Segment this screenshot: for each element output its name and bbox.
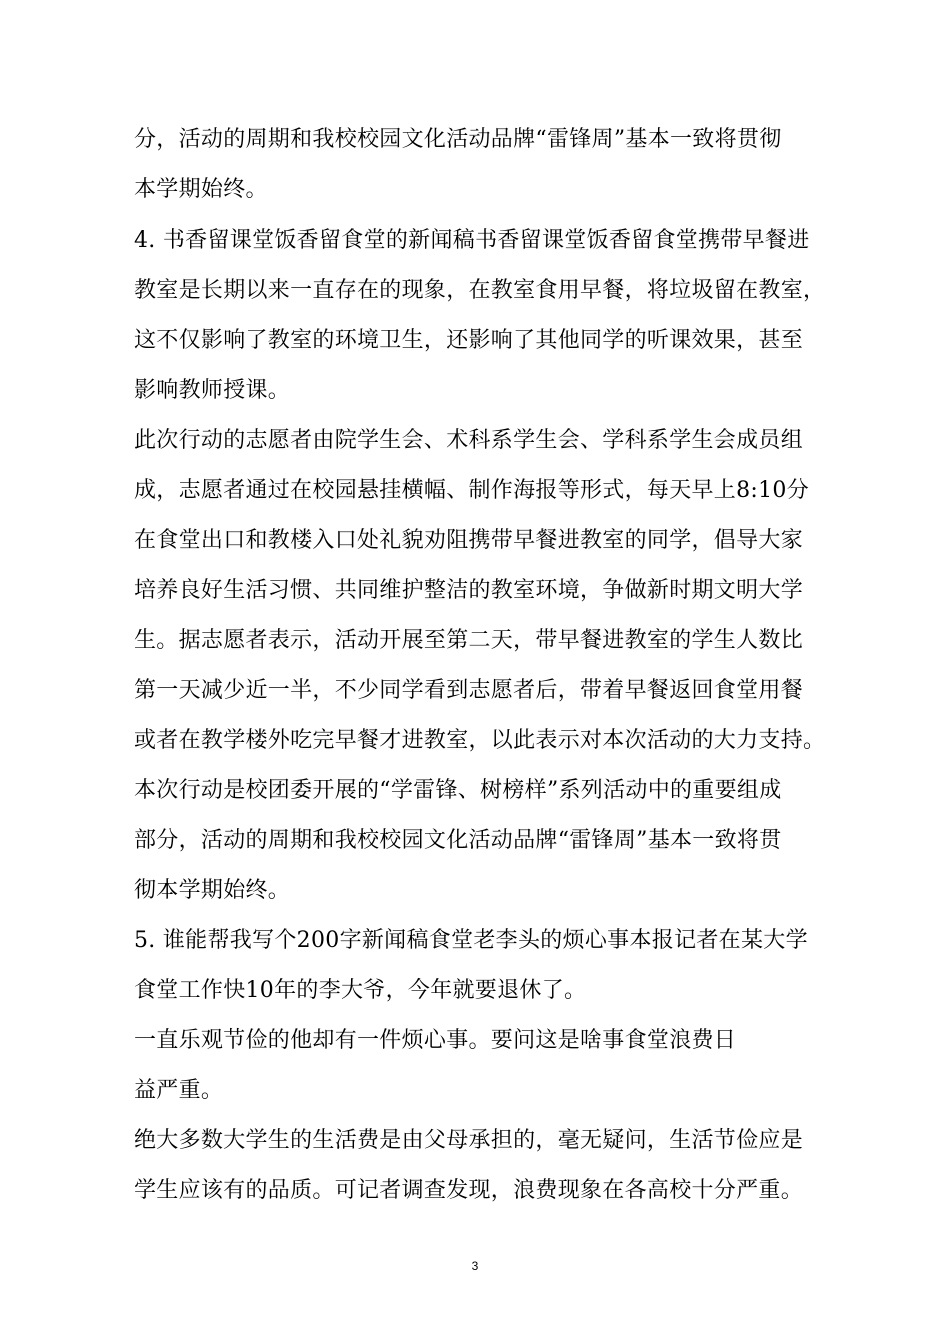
text-line: 成，志愿者通过在校园悬挂横幅、制作海报等形式，每天早上8:10分 <box>134 478 810 503</box>
text-line: 本学期始终。 <box>134 177 268 202</box>
text-line: 第一天减少近一半，不少同学看到志愿者后，带着早餐返回食堂用餐 <box>134 678 804 703</box>
text-line: 或者在教学楼外吃完早餐才进教室，以此表示对本次活动的大力支持。 <box>134 728 826 753</box>
text-line: 分，活动的周期和我校校园文化活动品牌“雷锋周”基本一致将贯彻 <box>134 127 782 152</box>
text-line: 4. 书香留课堂饭香留食堂的新闻稿书香留课堂饭香留食堂携带早餐进 <box>134 228 810 253</box>
text-line: 在食堂出口和教楼入口处礼貌劝阻携带早餐进教室的同学，倡导大家 <box>134 528 804 553</box>
text-line: 学生应该有的品质。可记者调查发现，浪费现象在各高校十分严重。 <box>134 1178 804 1203</box>
text-line: 生。据志愿者表示，活动开展至第二天，带早餐进教室的学生人数比 <box>134 628 804 653</box>
text-line: 部分，活动的周期和我校校园文化活动品牌“雷锋周”基本一致将贯 <box>134 828 782 853</box>
text-line: 5. 谁能帮我写个200字新闻稿食堂老李头的烦心事本报记者在某大学 <box>134 928 808 953</box>
text-line: 绝大多数大学生的生活费是由父母承担的，毫无疑问，生活节俭应是 <box>134 1128 804 1153</box>
text-line: 教室是长期以来一直存在的现象，在教室食用早餐，将垃圾留在教室， <box>134 278 826 303</box>
text-line: 培养良好生活习惯、共同维护整洁的教室环境，争做新时期文明大学 <box>134 578 804 603</box>
text-line: 这不仅影响了教室的环境卫生，还影响了其他同学的听课效果，甚至 <box>134 328 804 353</box>
text-line: 一直乐观节俭的他却有一件烦心事。要问这是啥事食堂浪费日 <box>134 1028 737 1053</box>
text-line: 彻本学期始终。 <box>134 878 291 903</box>
text-line: 此次行动的志愿者由院学生会、术科系学生会、学科系学生会成员组 <box>134 428 804 453</box>
text-line: 影响教师授课。 <box>134 378 291 403</box>
text-line: 益严重。 <box>134 1078 224 1103</box>
text-line: 本次行动是校团委开展的“学雷锋、树榜样”系列活动中的重要组成 <box>134 778 782 803</box>
page-number: 3 <box>471 1259 479 1273</box>
text-line: 食堂工作快10年的李大爷，今年就要退休了。 <box>134 978 587 1003</box>
